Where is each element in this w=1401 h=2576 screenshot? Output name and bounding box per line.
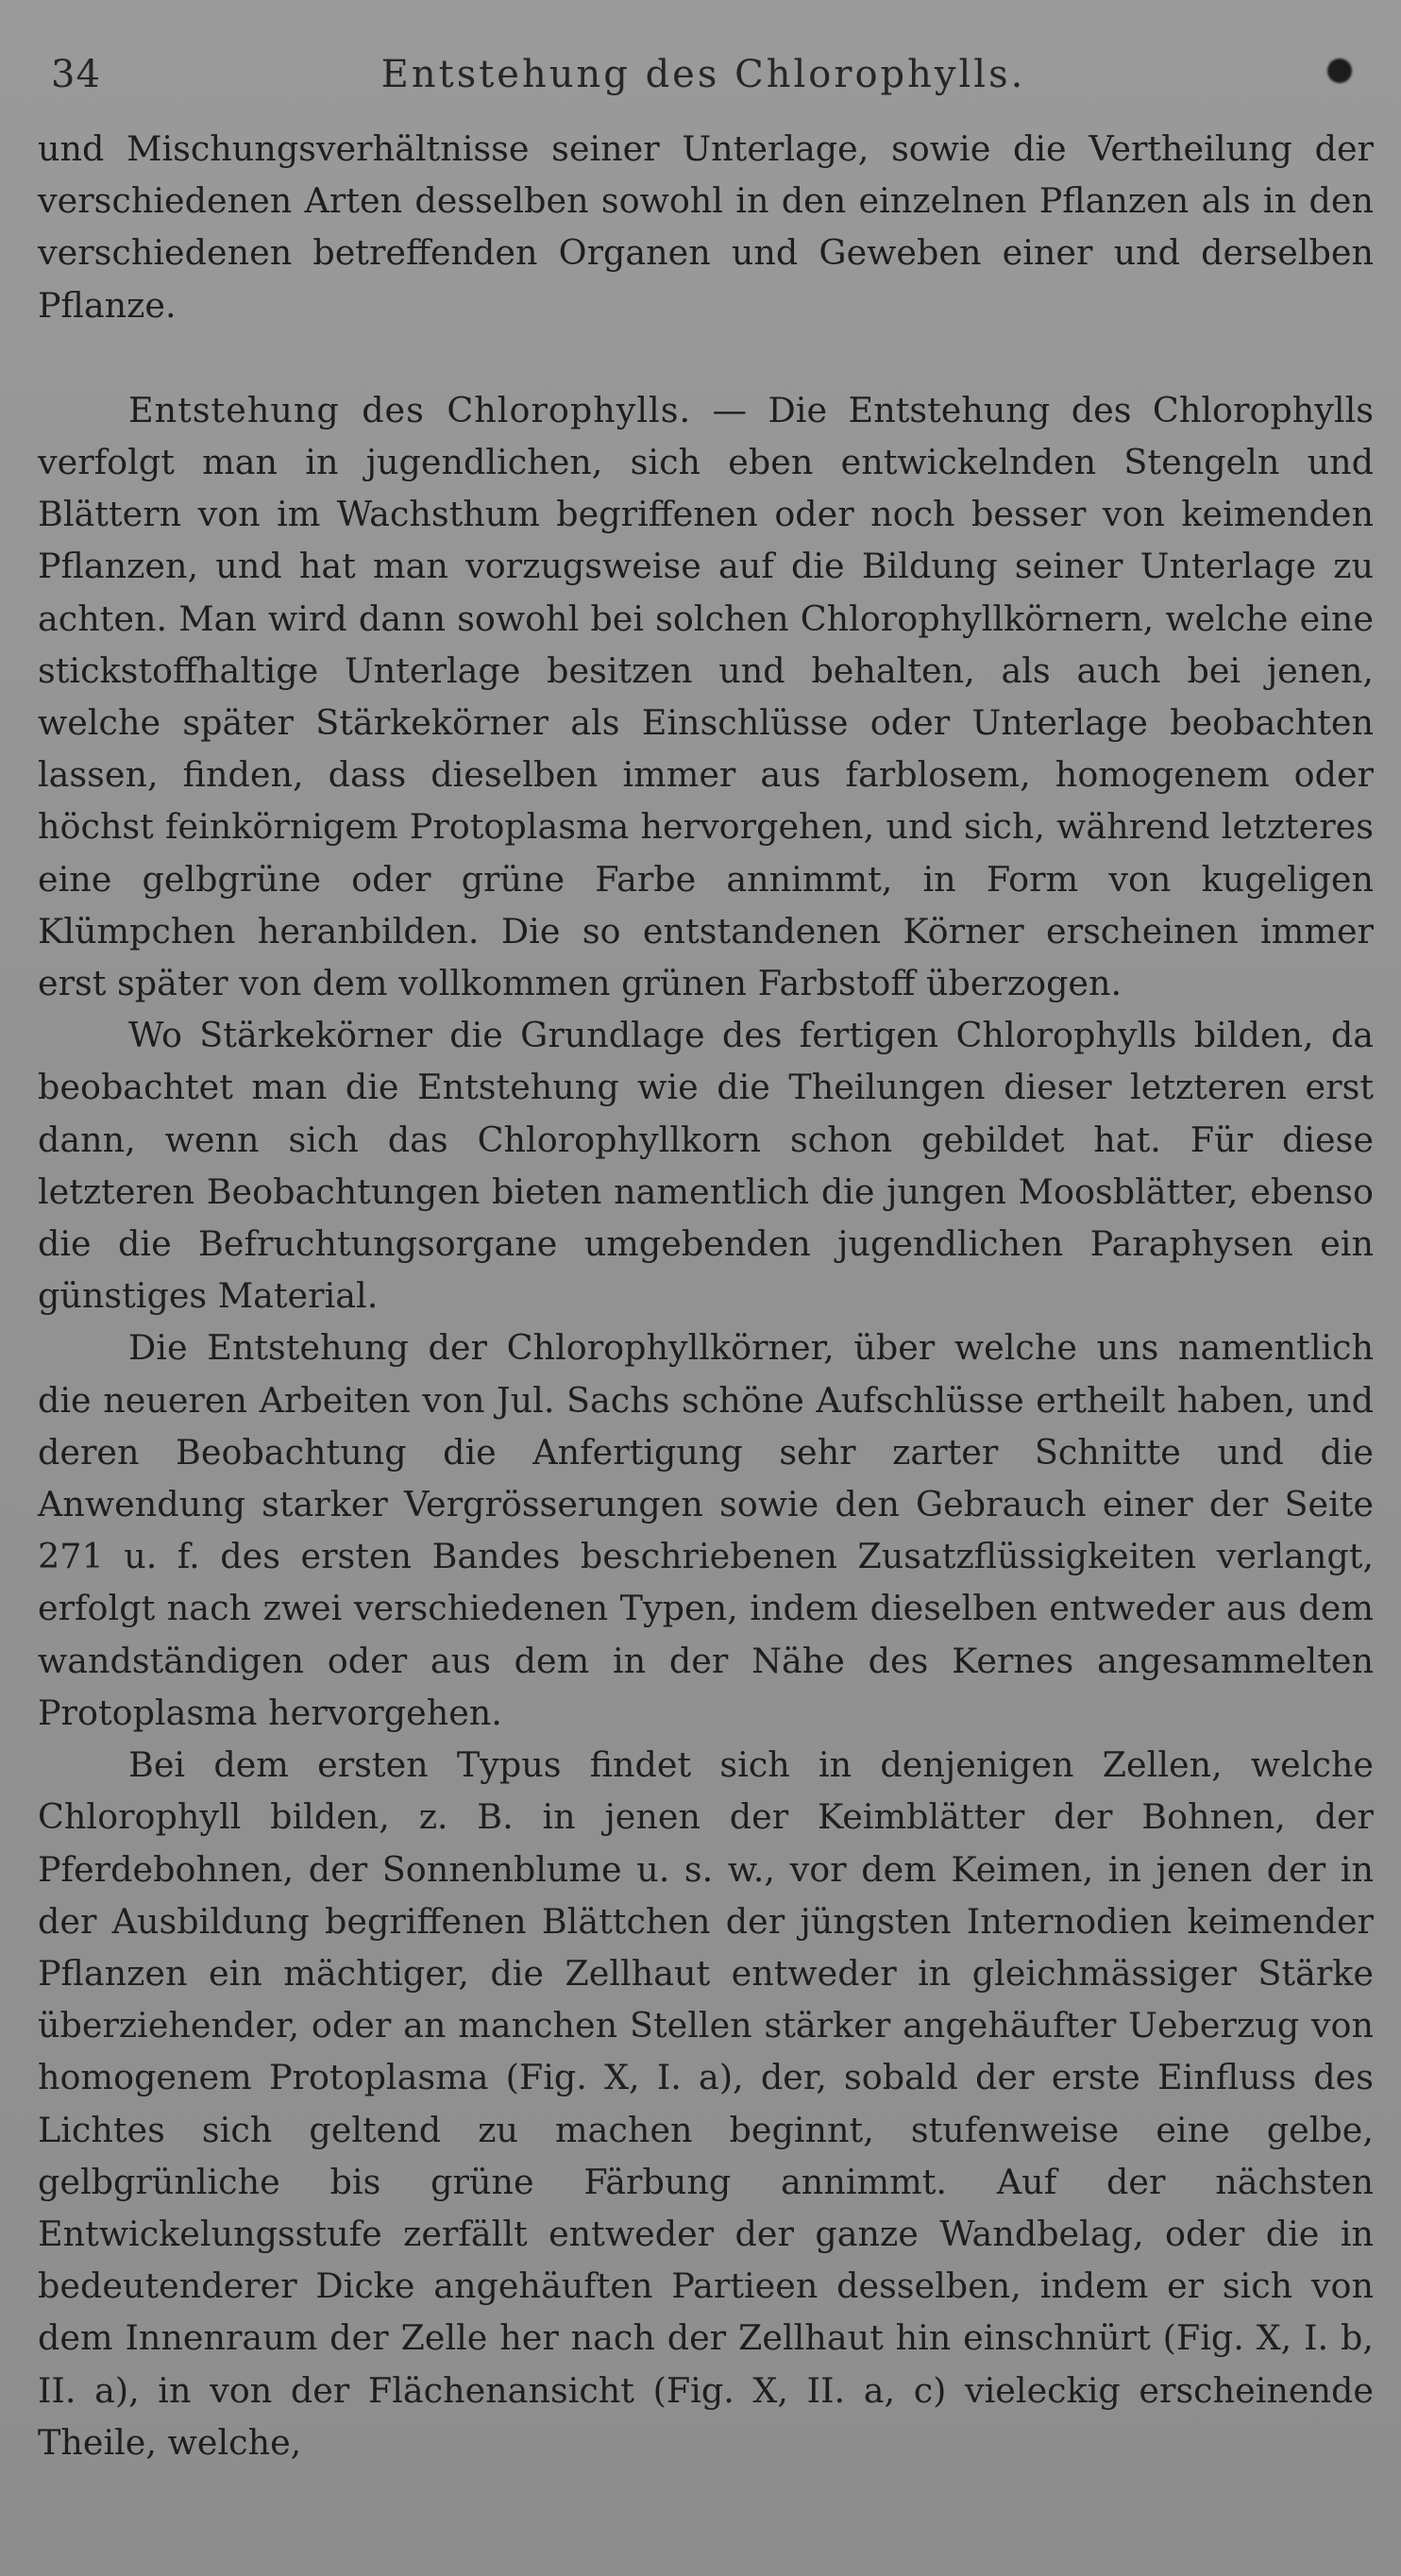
page-number: 34 [51,53,101,96]
paragraph: Bei dem ersten Typus findet sich in denjenigen Zellen, welche Chlorophyll bilden, z. B. in jenen der Keimblätter der Bohnen, der Pferdebohnen, der Sonnenblume u. s. w., vor dem Keimen, in jenen der in der Ausbildung begriffenen Blättchen der jüngsten Internodien keimender Pflanzen ein mächtiger, die Zellhaut entweder in gleichmässiger Stärke überziehender, oder an manchen Stellen stärker angehäufter Ueberzug von homogenem Protoplasma (Fig. X, I. a), der, sobald der erste Einfluss des Lichtes sich geltend zu machen beginnt, stufenweise eine gelbe, gelbgrünliche bis grüne Färbung annimmt. Auf der nächsten Entwickelungsstufe zerfällt entweder der ganze Wandbelag, oder die in bedeutenderer Dicke angehäuften Partieen desselben, indem er sich von dem Innenraum der Zelle her nach der Zellhaut hin einschnürt (Fig. X, I. b, II. a), in von der Flächenansicht (Fig. X, II. a, c) vieleckig erscheinende Theile, welche, [38,1744,1374,2463]
paragraph-section-start [38,384,1374,1009]
page-header [43,40,1363,96]
paragraph-text: — Die Entstehung des Chlorophylls verfolgt man in jugendlichen, sich eben entwickelnden Stengeln und Blättern von im Wachsthum begriffenen oder noch besser von keimenden Pflanzen, und hat man vorzugsweise auf die Bildung seiner Unterlage zu achten. Man wird dann sowohl bei solchen Chlorophyllkörnern, welche eine stickstoffhaltige Unterlage besitzen und behalten, als auch bei jenen, welche später Stärkekörner als Einschlüsse oder Unterlage beobachten lassen, finden, dass dieselben immer aus farblosem, homogenem oder höchst feinkörnigem Protoplasma hervorgehen, und sich, während letzteres eine gelbgrüne oder grüne Farbe annimmt, in Form von kugeligen Klümpchen heranbilden. Die so entstandenen Körner erscheinen immer erst später von dem vollkommen grünen Farbstoff überzogen. [38,389,1375,1004]
ink-blot [1327,59,1352,83]
section-heading: Entstehung des Chlorophylls. [128,389,692,430]
body-text [38,123,1374,2468]
paragraph: Wo Stärkekörner die Grundlage des fertigen Chlorophylls bilden, da beobachtet man die Entstehung wie die Theilungen dieser letzteren erst dann, wenn sich das Chlorophyllkorn schon gebildet hat. Für diese letzteren Beobachtungen bieten namentlich die jungen Moosblätter, ebenso die die Befruchtungsorgane umgebenden jugendlichen Paraphysen ein günstiges Material. [38,1015,1374,1317]
paragraph-continued: und Mischungsverhältnisse seiner Unterlage, sowie die Vertheilung der verschiedenen Arten desselben sowohl in den einzelnen Pflanzen als in den verschiedenen betreffenden Organen und Geweben einer und derselben Pflanze. [38,128,1374,326]
section-gap [38,331,1374,384]
running-title: Entstehung des Chlorophylls. [380,53,1026,96]
paragraph: Die Entstehung der Chlorophyllkörner, über welche uns namentlich die neueren Arbeiten von Jul. Sachs schöne Aufschlüsse ertheilt haben, und deren Beobachtung die Anfertigung sehr zarter Schnitte und die Anwendung starker Vergrösserungen sowie den Gebrauch einer der Seite 271 u. f. des ersten Bandes beschriebenen Zusatzflüssigkeiten verlangt, erfolgt nach zwei verschiedenen Typen, indem dieselben entweder aus dem wandständigen oder aus dem in der Nähe des Kernes angesammelten Protoplasma hervorgehen. [38,1327,1374,1733]
